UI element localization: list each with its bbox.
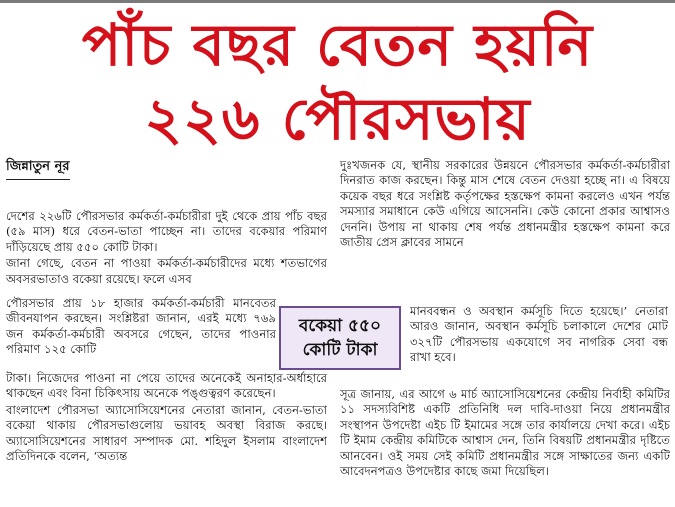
pull-quote-line-1: বকেয়া ৫৫০ (298, 316, 382, 336)
headline-line-1: পাঁচ বছর বেতন হয়নি (81, 11, 594, 79)
right-wrap-text: মানববন্ধন ও অবস্থান কর্মসূচি দিতে হয়েছে।’ নেতারা আরও জানান, অবস্থান কর্মসূচি চলাকালে দেশের মোট ৩২৭টি পৌরসভায় একযোগে সব নাগরিক সেবা বন্ধ রাখা হবে। (410, 304, 668, 365)
left-paragraph-1: দেশের ২২৬টি পৌরসভার কর্মকর্তা-কর্মচারীরা দুই থেকে প্রায় পাঁচ বছর (৫৯ মাস) ধরে বেতন-ভাতা পাচ্ছেন না। তাদের বকেয়ার পরিমাণ দাঁড়িয়েছে প্রায় ৫৫০ কোটি টাকা। (6, 209, 327, 254)
left-paragraph-2: জানা গেছে, বেতন না পাওয়া কর্মকর্তা-কর্মচারীদের মধ্যে শতভাগের অবসরভাতাও বকেয়া রয়েছে। ফলে এসব (6, 256, 327, 286)
right-paragraph-1: দুঃখজনক যে, স্থানীয় সরকারের উন্নয়নে পৌরসভার কর্মকর্তা-কর্মচারীরা দিনরাত কাজ করছেন। কিন্তু মাস শেষে বেতন দেওয়া হচ্ছে না। এ বিষয়ে কয়েক বছর ধরে সংশ্লিষ্ট কর্তৃপক্ষের হস্তক্ষেপ কামনা করলেও এখন পর্যন্ত সমস্যার সমাধানে কেউ এগিয়ে আসেননি। কেউ কোনো প্রকার আশ্বাসও দেননি। উপায় না থাকায় শেষ পর্যন্ত প্রধানমন্ত্রীর হস্তক্ষেপ কামনা করে জাতীয় প্রেস ক্লাবের সামনে (340, 158, 670, 250)
right-paragraph-2: সূত্র জানায়, এর আগে ৬ মার্চ অ্যাসোসিয়েশনের কেন্দ্রীয় নির্বাহী কমিটির ১১ সদস্যবিশিষ্ট একটি প্রতিনিধি দল দাবি-দাওয়া নিয়ে প্রধানমন্ত্রীর সংস্থাপন উপদেষ্টা এইচ টি ইমামের সঙ্গে তার কার্যালয়ে দেখা করে। এইচ টি ইমাম কেন্দ্রীয় কমিটিকে আশ্বাস দেন, তিনি বিষয়টি প্রধানমন্ত্রীর দৃষ্টিতে আনবেন। ওই সময় সেই কমিটি প্রধানমন্ত্রীর সঙ্গে সাক্ষাতের জন্য একটি আবেদনপত্রও উপদেষ্টার কাছে জমা দিয়েছিল। (340, 387, 670, 479)
left-paragraph-3: বাংলাদেশ পৌরসভা অ্যাসোসিয়েশনের নেতারা জানান, বেতন-ভাতা বকেয়া থাকায় পৌরসভাগুলোয় ভয়াবহ অবস্থা বিরাজ করছে। অ্যাসোসিয়েশনের সাধারণ সম্পাদক মো. শহিদুল ইসলাম বাংলাদেশ প্রতিদিনকে বলেন, ‘অত্যন্ত (6, 402, 327, 464)
left-wrap-text: পৌরসভার প্রায় ১৮ হাজার কর্মকর্তা-কর্মচারী মানবেতর জীবনযাপন করছেন। সংশ্লিষ্টরা জানান, এরই মধ্যে ৭৬৯ জন কর্মকর্তা-কর্মচারী অবসরে গেছেন, তাদের পাওনার পরিমাণ ১২৫ কোটি (6, 296, 276, 357)
pull-quote-line-2: কোটি টাকা (302, 340, 378, 360)
right-column-bottom (340, 387, 670, 480)
top-rule (0, 0, 675, 3)
pull-quote-box (279, 306, 401, 370)
left-column-bottom (6, 371, 327, 465)
right-column-top (340, 158, 670, 251)
byline: জিন্নাতুন নূর (6, 157, 70, 180)
headline-line-2: ২২৬ পৌরসভায় (144, 85, 531, 153)
left-paragraph-2c: টাকা। নিজেদের পাওনা না পেয়ে তাদের অনেকেই অনাহার-অর্ধাহারে থাকছেন এবং বিনা চিকিৎসায় অনেকে পঙ্গুত্বরণ করেছেন। (6, 371, 327, 401)
left-column-top (6, 209, 327, 288)
